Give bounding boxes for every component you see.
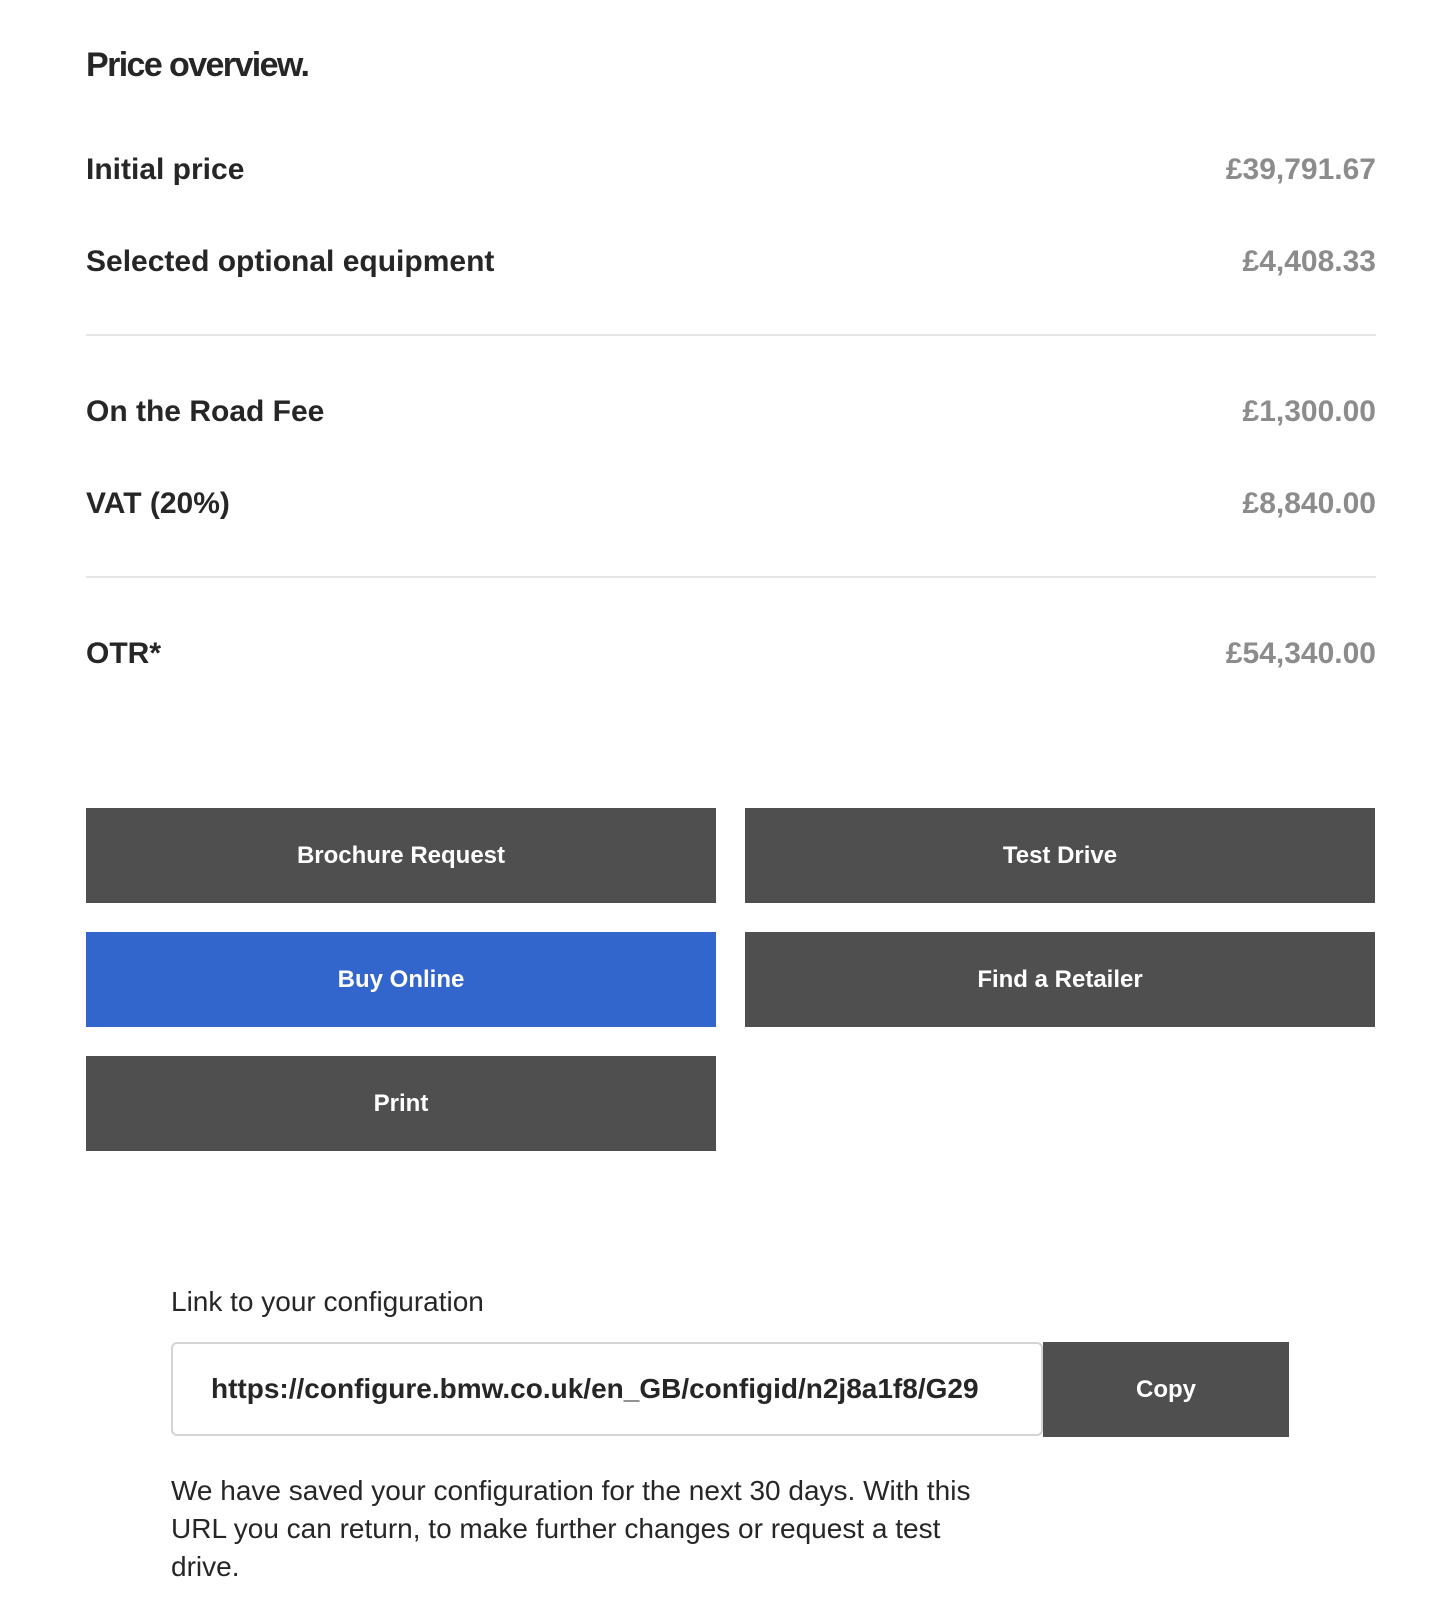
buy-online-button[interactable]: Buy Online — [86, 932, 716, 1027]
vat-value: £8,840.00 — [1242, 487, 1376, 520]
on-the-road-fee-label: On the Road Fee — [86, 395, 325, 428]
find-retailer-button[interactable]: Find a Retailer — [745, 932, 1375, 1027]
otr-label: OTR* — [86, 637, 161, 670]
configuration-url-input[interactable] — [171, 1342, 1043, 1436]
otr-value: £54,340.00 — [1225, 637, 1376, 670]
price-row-optional-equipment — [86, 242, 1376, 282]
configuration-link-label: Link to your configuration — [171, 1286, 484, 1317]
price-row-vat — [86, 484, 1376, 524]
divider — [86, 334, 1376, 336]
divider — [86, 576, 1376, 578]
initial-price-value: £39,791.67 — [1225, 153, 1376, 186]
initial-price-label: Initial price — [86, 153, 245, 186]
price-row-otr — [86, 634, 1376, 674]
brochure-request-button[interactable]: Brochure Request — [86, 808, 716, 903]
copy-button[interactable]: Copy — [1043, 1342, 1289, 1437]
price-row-on-the-road-fee — [86, 392, 1376, 432]
saved-configuration-note: We have saved your configuration for the next 30 days. With this URL you can return, to make further changes or request a test drive. — [171, 1475, 971, 1582]
on-the-road-fee-value: £1,300.00 — [1242, 395, 1376, 428]
print-button[interactable]: Print — [86, 1056, 716, 1151]
price-row-initial-price — [86, 150, 1376, 190]
vat-label: VAT (20%) — [86, 487, 230, 520]
optional-equipment-label: Selected optional equipment — [86, 245, 495, 278]
optional-equipment-value: £4,408.33 — [1242, 245, 1376, 278]
page-title: Price overview. — [86, 46, 309, 84]
test-drive-button[interactable]: Test Drive — [745, 808, 1375, 903]
